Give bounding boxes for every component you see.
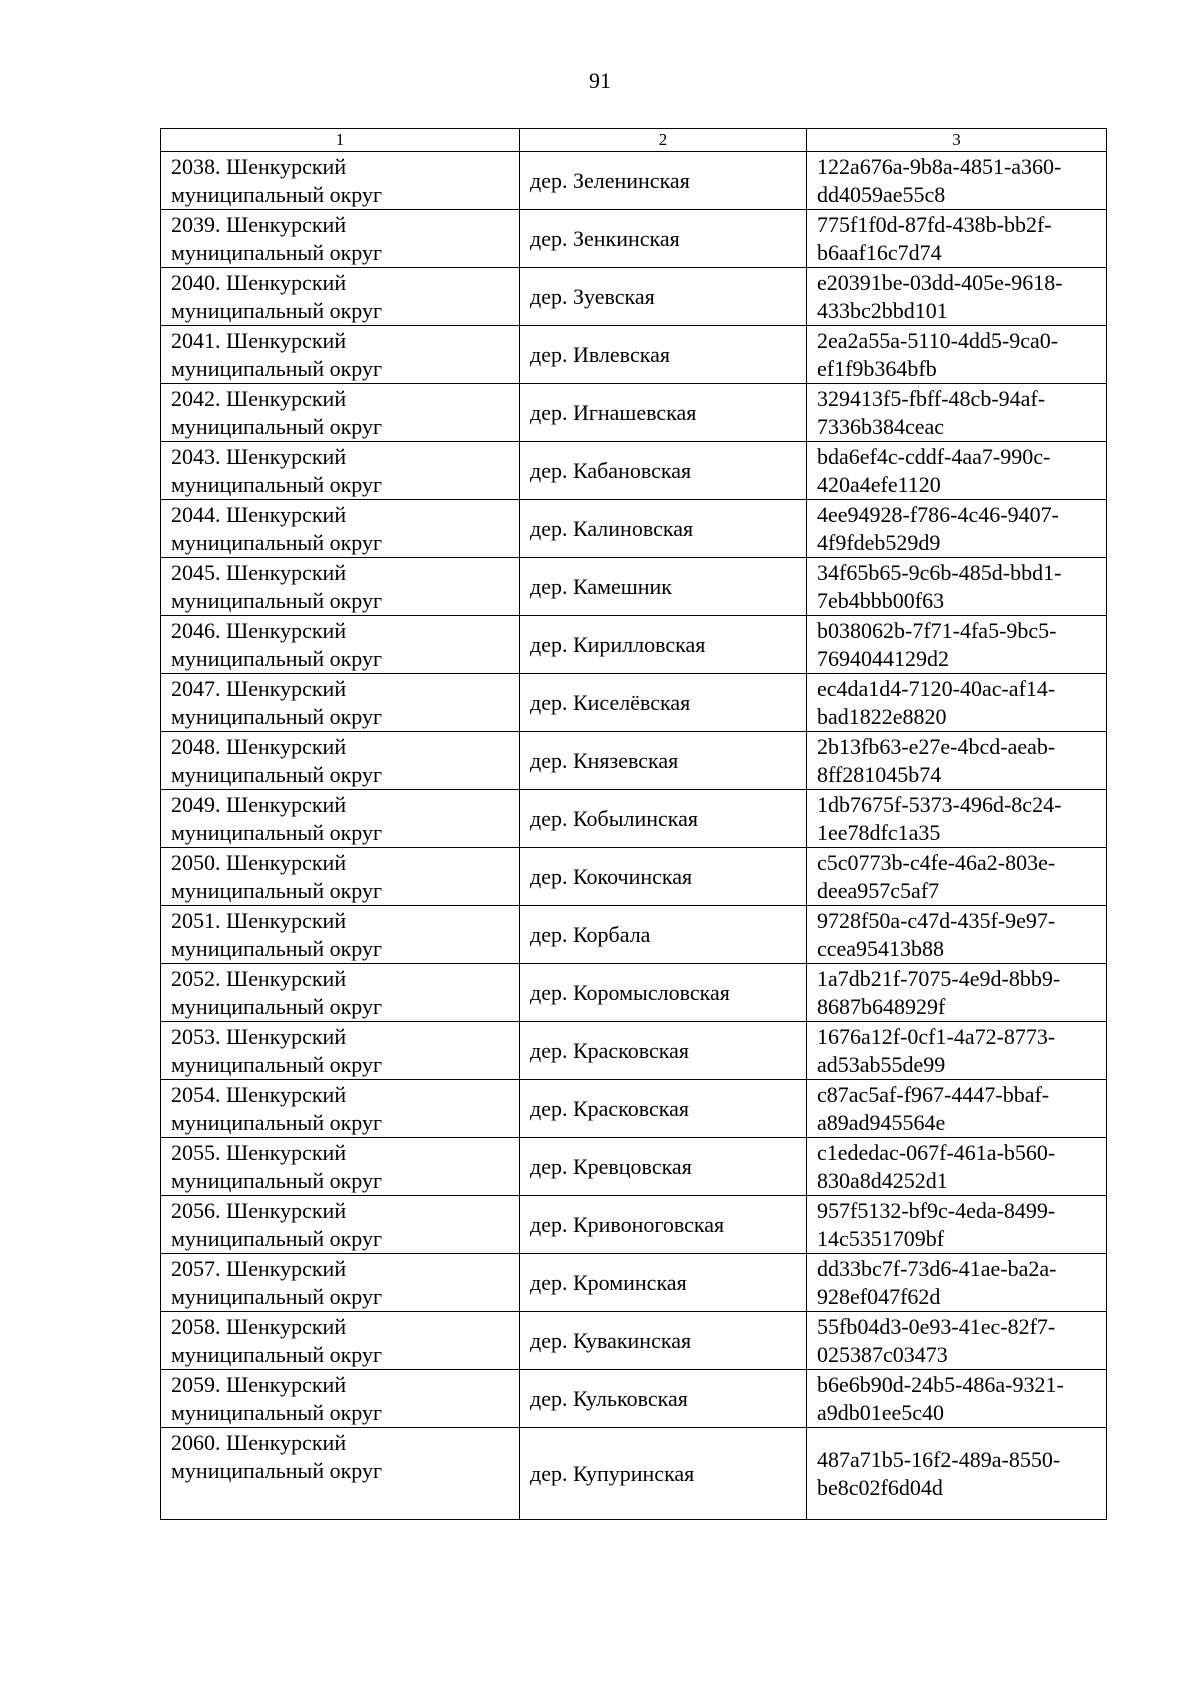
- table-row: [161, 1138, 1107, 1196]
- identifier-cell: [807, 1370, 1107, 1428]
- identifier-part-2: b6aaf16c7d74: [817, 240, 942, 265]
- identifier-part-2: 4f9fdeb529d9: [817, 530, 941, 555]
- settlement-name: дер. Зеленинская: [520, 152, 807, 210]
- entry-number-district: 2060. Шенкурский: [171, 1430, 347, 1455]
- entry-number-district: 2050. Шенкурский: [171, 850, 347, 875]
- district-type: муниципальный округ: [171, 1168, 383, 1193]
- settlement-name: дер. Корбала: [520, 906, 807, 964]
- settlement-name: дер. Князевская: [520, 732, 807, 790]
- settlement-name: дер. Красковская: [520, 1022, 807, 1080]
- identifier-part-1: c87ac5af-f967-4447-bbaf-: [817, 1082, 1050, 1107]
- identifier-cell: [807, 1254, 1107, 1312]
- identifier-cell: [807, 1428, 1107, 1520]
- identifier-part-2: 830a8d4252d1: [817, 1168, 948, 1193]
- settlement-name: дер. Ивлевская: [520, 326, 807, 384]
- identifier-cell: [807, 906, 1107, 964]
- page-number: 91: [589, 68, 611, 93]
- table-row: [161, 1428, 1107, 1520]
- identifier-part-2: 7694044129d2: [817, 646, 949, 671]
- identifier-part-2: 8ff281045b74: [817, 762, 942, 787]
- settlement-name: дер. Купуринская: [520, 1428, 807, 1520]
- identifier-part-1: 1db7675f-5373-496d-8c24-: [817, 792, 1062, 817]
- identifier-part-2: deea957c5af7: [817, 878, 940, 903]
- district-type: муниципальный округ: [171, 936, 383, 961]
- identifier-part-2: 14c5351709bf: [817, 1226, 945, 1251]
- table-row: [161, 964, 1107, 1022]
- settlement-name: дер. Игнашевская: [520, 384, 807, 442]
- settlement-name: дер. Кокочинская: [520, 848, 807, 906]
- identifier-part-1: 55fb04d3-0e93-41ec-82f7-: [817, 1314, 1056, 1339]
- identifier-cell: [807, 848, 1107, 906]
- table-row: [161, 1196, 1107, 1254]
- identifier-part-2: be8c02f6d04d: [817, 1475, 943, 1500]
- identifier-cell: [807, 268, 1107, 326]
- identifier-part-1: 1676a12f-0cf1-4a72-8773-: [817, 1024, 1056, 1049]
- district-cell: [161, 1022, 520, 1080]
- identifier-part-2: ef1f9b364bfb: [817, 356, 937, 381]
- identifier-part-2: bad1822e8820: [817, 704, 947, 729]
- settlement-name: дер. Киселёвская: [520, 674, 807, 732]
- district-type: муниципальный округ: [171, 240, 383, 265]
- settlement-name: дер. Кривоноговская: [520, 1196, 807, 1254]
- identifier-part-2: dd4059ae55c8: [817, 182, 946, 207]
- district-cell: [161, 1254, 520, 1312]
- district-cell: [161, 1370, 520, 1428]
- entry-number-district: 2044. Шенкурский: [171, 502, 347, 527]
- district-cell: [161, 1196, 520, 1254]
- district-cell: [161, 1428, 520, 1520]
- district-cell: [161, 326, 520, 384]
- identifier-part-1: dd33bc7f-73d6-41ae-ba2a-: [817, 1256, 1057, 1281]
- table-row: [161, 1022, 1107, 1080]
- settlement-name: дер. Красковская: [520, 1080, 807, 1138]
- district-cell: [161, 906, 520, 964]
- district-cell: [161, 848, 520, 906]
- column-header-3: 3: [807, 129, 1107, 152]
- identifier-part-2: ad53ab55de99: [817, 1052, 946, 1077]
- identifier-part-1: 9728f50a-c47d-435f-9e97-: [817, 908, 1056, 933]
- identifier-part-1: 1a7db21f-7075-4e9d-8bb9-: [817, 966, 1061, 991]
- settlement-name: дер. Кроминская: [520, 1254, 807, 1312]
- table-row: [161, 1312, 1107, 1370]
- entry-number-district: 2052. Шенкурский: [171, 966, 347, 991]
- entry-number-district: 2046. Шенкурский: [171, 618, 347, 643]
- settlement-name: дер. Зуевская: [520, 268, 807, 326]
- district-type: муниципальный округ: [171, 1110, 383, 1135]
- table-row: [161, 674, 1107, 732]
- identifier-part-2: a9db01ee5c40: [817, 1400, 945, 1425]
- header-row: [161, 129, 1107, 152]
- identifier-part-2: 433bc2bbd101: [817, 298, 948, 323]
- table-row: [161, 210, 1107, 268]
- identifier-part-1: 2ea2a55a-5110-4dd5-9ca0-: [817, 328, 1059, 353]
- settlement-name: дер. Кувакинская: [520, 1312, 807, 1370]
- entry-number-district: 2043. Шенкурский: [171, 444, 347, 469]
- identifier-cell: [807, 558, 1107, 616]
- identifier-part-1: 329413f5-fbff-48cb-94af-: [817, 386, 1046, 411]
- identifier-part-1: ec4da1d4-7120-40ac-af14-: [817, 676, 1056, 701]
- identifier-part-1: 957f5132-bf9c-4eda-8499-: [817, 1198, 1056, 1223]
- district-cell: [161, 442, 520, 500]
- district-type: муниципальный округ: [171, 414, 383, 439]
- district-cell: [161, 210, 520, 268]
- district-type: муниципальный округ: [171, 182, 383, 207]
- identifier-part-2: 7eb4bbb00f63: [817, 588, 945, 613]
- identifier-part-1: bda6ef4c-cddf-4aa7-990c-: [817, 444, 1051, 469]
- district-cell: [161, 616, 520, 674]
- table-row: [161, 326, 1107, 384]
- table-row: [161, 1370, 1107, 1428]
- identifier-cell: [807, 152, 1107, 210]
- district-cell: [161, 384, 520, 442]
- identifier-part-2: 928ef047f62d: [817, 1284, 941, 1309]
- identifier-part-1: b6e6b90d-24b5-486a-9321-: [817, 1372, 1064, 1397]
- settlement-name: дер. Кульковская: [520, 1370, 807, 1428]
- district-type: муниципальный округ: [171, 298, 383, 323]
- identifier-part-1: 4ee94928-f786-4c46-9407-: [817, 502, 1059, 527]
- district-type: муниципальный округ: [171, 704, 383, 729]
- entry-number-district: 2048. Шенкурский: [171, 734, 347, 759]
- district-type: муниципальный округ: [171, 472, 383, 497]
- identifier-part-1: 2b13fb63-e27e-4bcd-aeab-: [817, 734, 1056, 759]
- table-row: [161, 848, 1107, 906]
- district-type: муниципальный округ: [171, 820, 383, 845]
- district-cell: [161, 152, 520, 210]
- district-type: муниципальный округ: [171, 1400, 383, 1425]
- column-header-2: 2: [520, 129, 807, 152]
- district-type: муниципальный округ: [171, 878, 383, 903]
- entry-number-district: 2057. Шенкурский: [171, 1256, 347, 1281]
- identifier-cell: [807, 1080, 1107, 1138]
- column-header-1: 1: [161, 129, 520, 152]
- table-row: [161, 790, 1107, 848]
- district-cell: [161, 1080, 520, 1138]
- identifier-cell: [807, 1312, 1107, 1370]
- identifier-cell: [807, 384, 1107, 442]
- entry-number-district: 2039. Шенкурский: [171, 212, 347, 237]
- table-row: [161, 1254, 1107, 1312]
- identifier-part-2: a89ad945564e: [817, 1110, 946, 1135]
- identifier-cell: [807, 1196, 1107, 1254]
- settlement-name: дер. Кобылинская: [520, 790, 807, 848]
- entry-number-district: 2055. Шенкурский: [171, 1140, 347, 1165]
- entry-number-district: 2059. Шенкурский: [171, 1372, 347, 1397]
- table-row: [161, 152, 1107, 210]
- identifier-cell: [807, 616, 1107, 674]
- district-cell: [161, 964, 520, 1022]
- entry-number-district: 2045. Шенкурский: [171, 560, 347, 585]
- entry-number-district: 2047. Шенкурский: [171, 676, 347, 701]
- table-row: [161, 500, 1107, 558]
- entry-number-district: 2041. Шенкурский: [171, 328, 347, 353]
- settlement-name: дер. Коромысловская: [520, 964, 807, 1022]
- district-cell: [161, 268, 520, 326]
- identifier-cell: [807, 674, 1107, 732]
- identifier-part-2: 420a4efe1120: [817, 472, 941, 497]
- settlement-name: дер. Камешник: [520, 558, 807, 616]
- identifier-part-2: 025387c03473: [817, 1342, 948, 1367]
- identifier-cell: [807, 1138, 1107, 1196]
- settlement-name: дер. Зенкинская: [520, 210, 807, 268]
- identifier-cell: [807, 790, 1107, 848]
- district-type: муниципальный округ: [171, 1458, 383, 1483]
- identifier-part-1: e20391be-03dd-405e-9618-: [817, 270, 1063, 295]
- table-body: [161, 152, 1107, 1520]
- district-cell: [161, 1312, 520, 1370]
- identifier-part-1: 34f65b65-9c6b-485d-bbd1-: [817, 560, 1062, 585]
- table-row: [161, 616, 1107, 674]
- settlement-registry-table: [160, 128, 1107, 1520]
- identifier-part-2: 8687b648929f: [817, 994, 946, 1019]
- identifier-cell: [807, 500, 1107, 558]
- identifier-part-1: 775f1f0d-87fd-438b-bb2f-: [817, 212, 1052, 237]
- district-cell: [161, 500, 520, 558]
- entry-number-district: 2038. Шенкурский: [171, 154, 347, 179]
- identifier-part-1: b038062b-7f71-4fa5-9bc5-: [817, 618, 1057, 643]
- identifier-cell: [807, 964, 1107, 1022]
- district-cell: [161, 674, 520, 732]
- table-row: [161, 384, 1107, 442]
- settlement-name: дер. Кирилловская: [520, 616, 807, 674]
- entry-number-district: 2049. Шенкурский: [171, 792, 347, 817]
- table-row: [161, 268, 1107, 326]
- district-type: муниципальный округ: [171, 994, 383, 1019]
- identifier-cell: [807, 1022, 1107, 1080]
- district-type: муниципальный округ: [171, 356, 383, 381]
- district-cell: [161, 558, 520, 616]
- identifier-part-1: c1ededac-067f-461a-b560-: [817, 1140, 1056, 1165]
- identifier-cell: [807, 326, 1107, 384]
- entry-number-district: 2042. Шенкурский: [171, 386, 347, 411]
- district-cell: [161, 790, 520, 848]
- table-row: [161, 558, 1107, 616]
- settlement-name: дер. Кревцовская: [520, 1138, 807, 1196]
- entry-number-district: 2058. Шенкурский: [171, 1314, 347, 1339]
- settlement-name: дер. Кабановская: [520, 442, 807, 500]
- district-type: муниципальный округ: [171, 1342, 383, 1367]
- district-type: муниципальный округ: [171, 1226, 383, 1251]
- entry-number-district: 2053. Шенкурский: [171, 1024, 347, 1049]
- entry-number-district: 2054. Шенкурский: [171, 1082, 347, 1107]
- district-type: муниципальный округ: [171, 530, 383, 555]
- identifier-cell: [807, 732, 1107, 790]
- table-row: [161, 1080, 1107, 1138]
- identifier-cell: [807, 210, 1107, 268]
- table-row: [161, 442, 1107, 500]
- identifier-part-1: c5c0773b-c4fe-46a2-803e-: [817, 850, 1056, 875]
- table-row: [161, 906, 1107, 964]
- district-cell: [161, 1138, 520, 1196]
- district-type: муниципальный округ: [171, 762, 383, 787]
- entry-number-district: 2051. Шенкурский: [171, 908, 347, 933]
- identifier-part-1: 487a71b5-16f2-489a-8550-: [817, 1447, 1061, 1472]
- table-row: [161, 732, 1107, 790]
- entry-number-district: 2056. Шенкурский: [171, 1198, 347, 1223]
- district-type: муниципальный округ: [171, 1052, 383, 1077]
- district-type: муниципальный округ: [171, 646, 383, 671]
- district-cell: [161, 732, 520, 790]
- identifier-part-2: 1ee78dfc1a35: [817, 820, 941, 845]
- identifier-cell: [807, 442, 1107, 500]
- identifier-part-2: ccea95413b88: [817, 936, 945, 961]
- table-header: [161, 129, 1107, 152]
- district-type: муниципальный округ: [171, 588, 383, 613]
- district-type: муниципальный округ: [171, 1284, 383, 1309]
- entry-number-district: 2040. Шенкурский: [171, 270, 347, 295]
- identifier-part-1: 122a676a-9b8a-4851-a360-: [817, 154, 1062, 179]
- settlement-name: дер. Калиновская: [520, 500, 807, 558]
- identifier-part-2: 7336b384ceac: [817, 414, 945, 439]
